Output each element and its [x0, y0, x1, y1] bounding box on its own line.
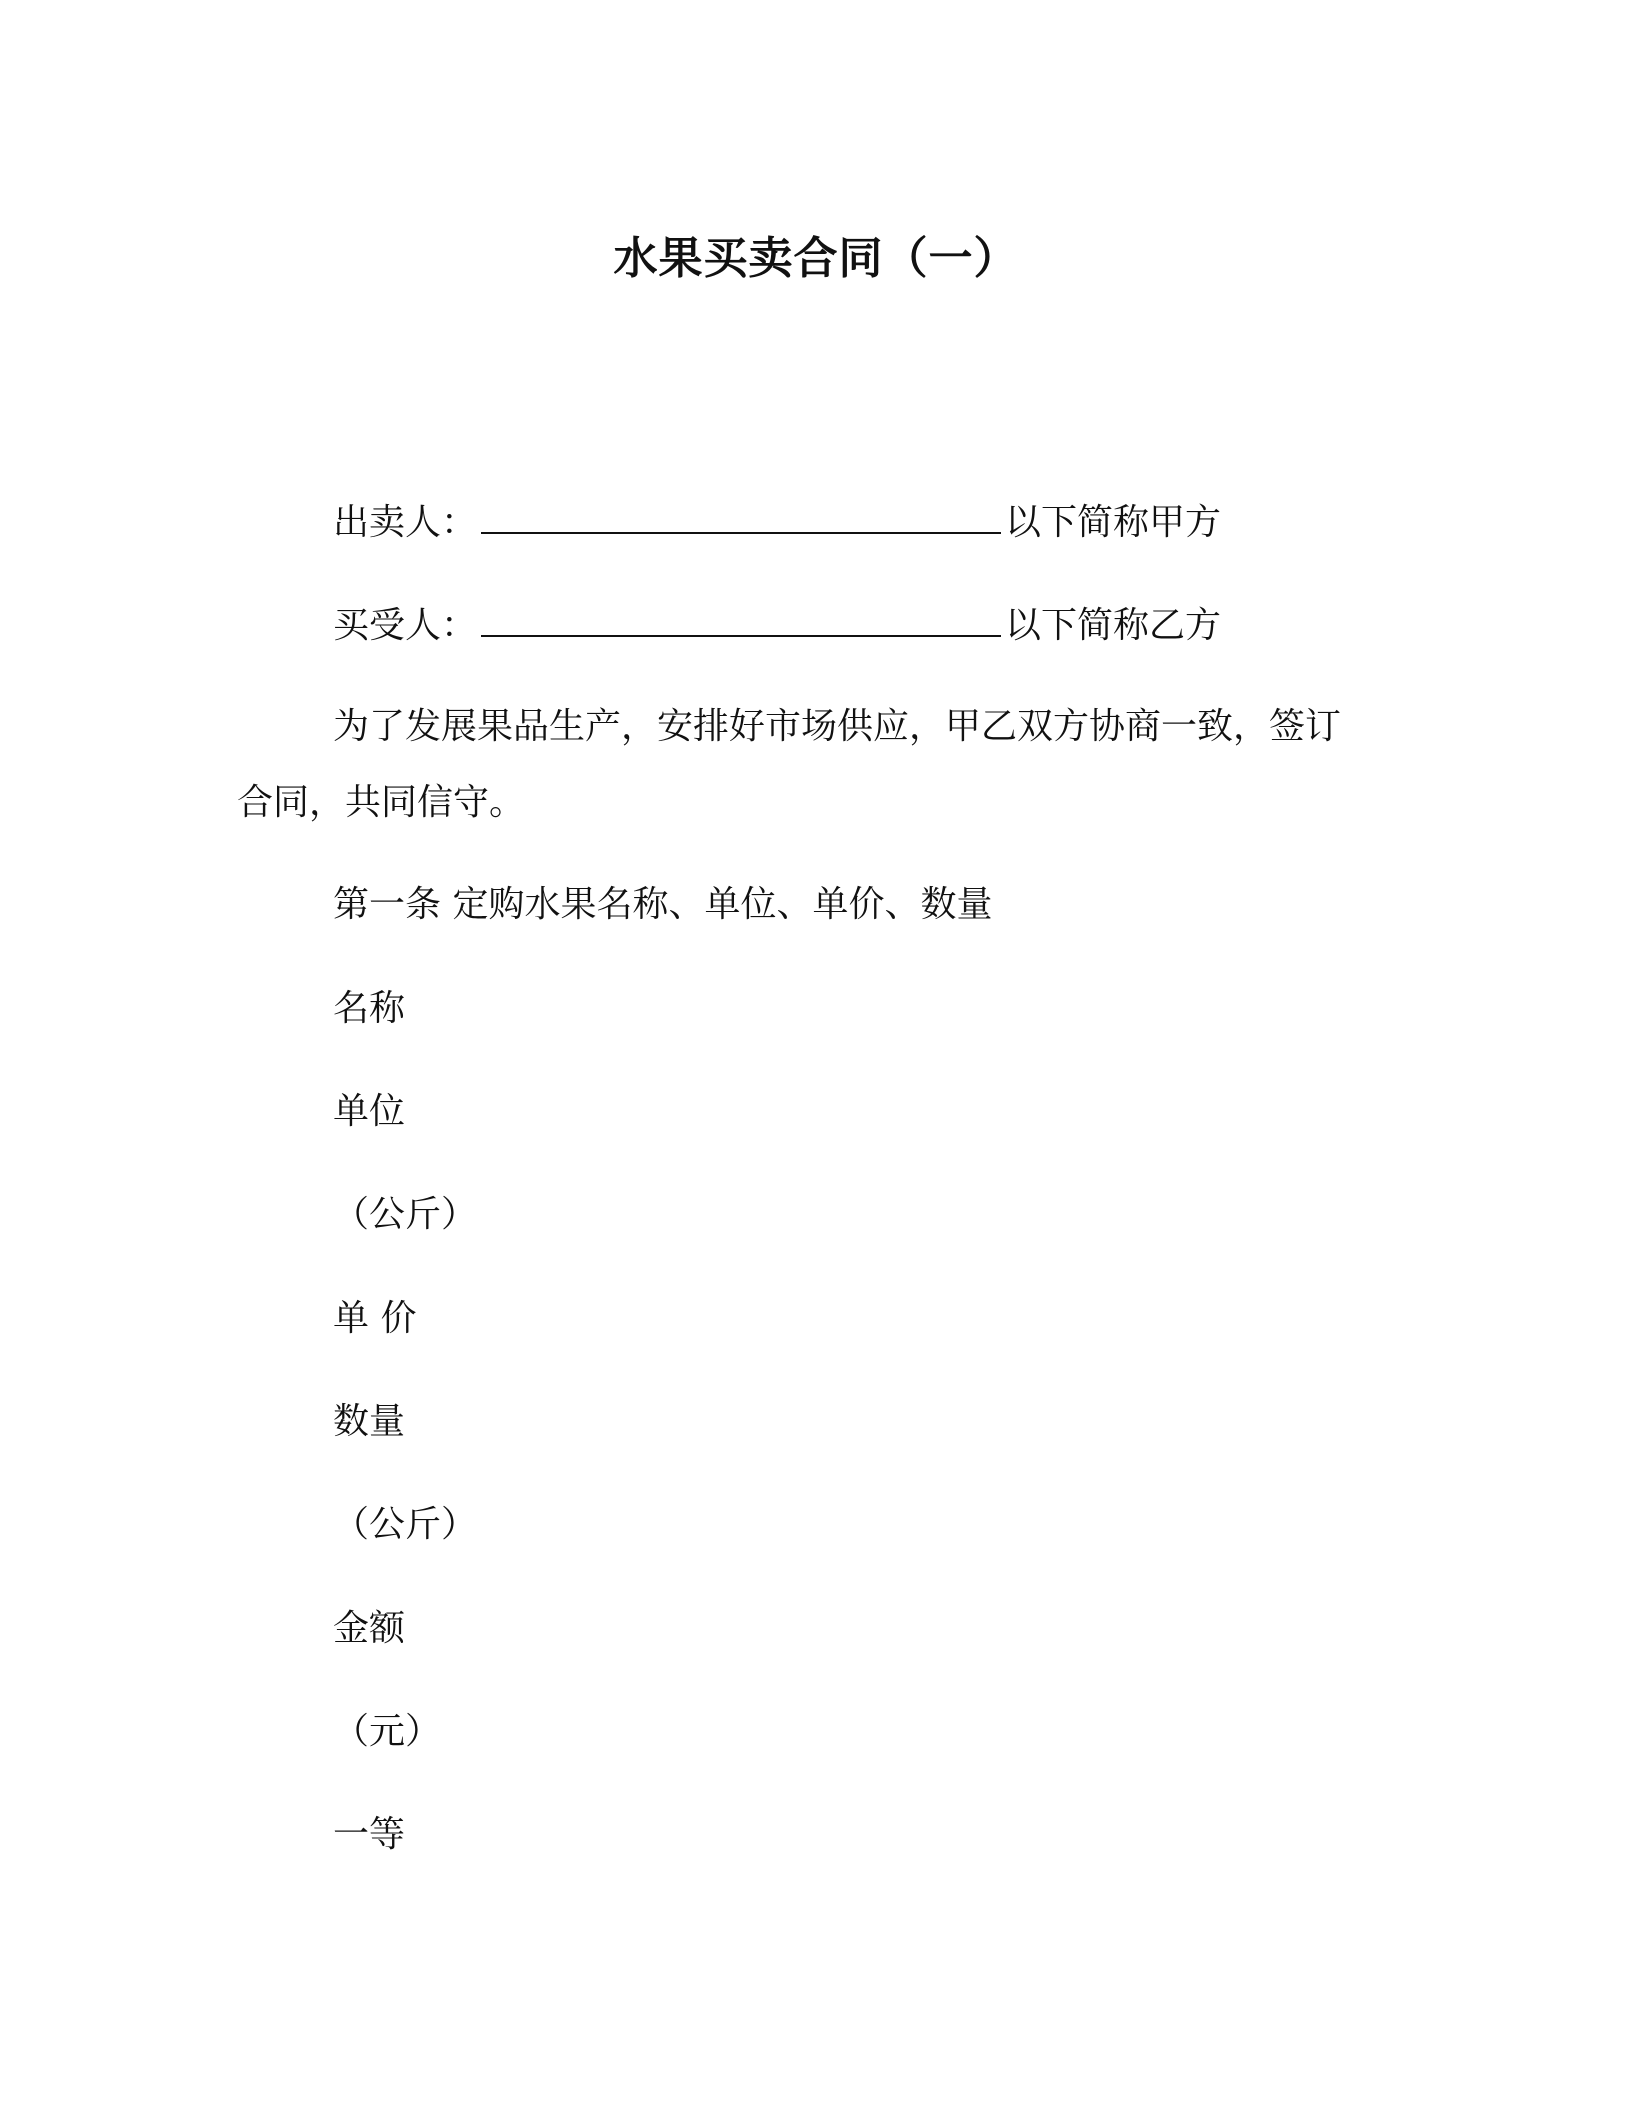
intro-line-2: 合同，共同信守。	[237, 782, 526, 823]
seller-label: 出卖人：	[333, 502, 478, 543]
article-1-heading: 第一条 定购水果名称、单位、单价、数量	[333, 884, 993, 925]
seller-name-blank[interactable]	[481, 496, 1001, 534]
buyer-label: 买受人：	[333, 605, 478, 646]
buyer-line	[333, 599, 1221, 650]
field-unit: 单位	[333, 1091, 406, 1132]
seller-line	[333, 496, 1221, 547]
field-grade-first: 一等	[333, 1814, 406, 1855]
field-name: 名称	[333, 988, 406, 1029]
seller-suffix: 以下简称甲方	[1005, 502, 1222, 543]
field-quantity-kg: （公斤）	[333, 1504, 478, 1545]
document-title: 水果买卖合同（一）	[613, 233, 1019, 284]
field-amount: 金额	[333, 1608, 406, 1649]
field-amount-yuan: （元）	[333, 1711, 442, 1752]
intro-line-1: 为了发展果品生产，安排好市场供应，甲乙双方协商一致，签订	[333, 706, 1342, 747]
field-unit-price: 单 价	[333, 1298, 417, 1339]
buyer-suffix: 以下简称乙方	[1005, 605, 1222, 646]
field-unit-kg: （公斤）	[333, 1194, 478, 1235]
field-quantity: 数量	[333, 1401, 406, 1442]
buyer-name-blank[interactable]	[481, 599, 1001, 637]
